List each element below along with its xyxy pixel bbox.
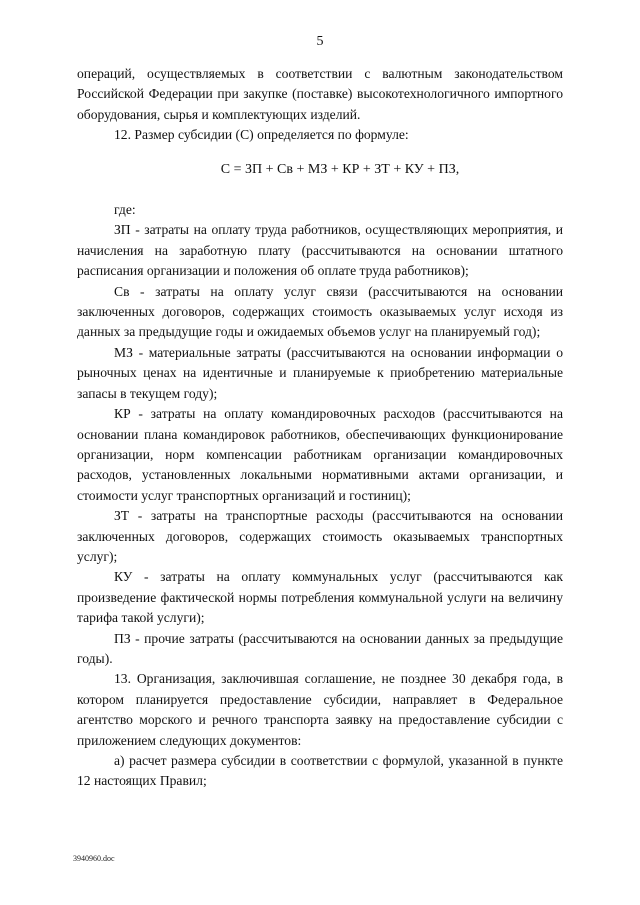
- where-label: где:: [114, 202, 136, 218]
- document-body: [77, 64, 563, 792]
- definition-ku: КУ - затраты на оплату коммунальных услуг (рассчитываются как произведение фактической нормы потребления коммунальной услуги на величину тарифа такой услуги);: [77, 569, 563, 626]
- definition-zt: ЗТ - затраты на транспортные расходы (рассчитываются на основании заключенных договоров, содержащих стоимость оказываемых транспортных услуг);: [77, 508, 563, 564]
- definition-sv: Св - затраты на оплату услуг связи (рассчитываются на основании заключенных договоров, содержащих стоимость оказываемых услуг исходя из данных за предыдущие годы и ожидаемых объемов услуг на планируемый год);: [77, 283, 563, 340]
- subsidy-formula: С = ЗП + Св + МЗ + КР + ЗТ + КУ + ПЗ,: [220, 161, 460, 177]
- paragraph-13: 13. Организация, заключившая соглашение, не позднее 30 декабря года, в котором планируется предоставление субсидии, направляет в Федеральное агентство морского и речного транспорта заявку на предоставление субсидии с приложением следующих документов:: [77, 671, 563, 748]
- definition-zp: ЗП - затраты на оплату труда работников, осуществляющих мероприятия, и начисления на заработную плату (рассчитываются на основании штатного расписания организации и положения об оплате труда работников);: [77, 222, 563, 279]
- paragraph-intro-continuation: операций, осуществляемых в соответствии с валютным законодательством Российской Федерации при закупке (поставке) высокотехнологичного импортного оборудования, сырья и комплектующих изделий.: [77, 66, 563, 122]
- definition-kr: КР - затраты на оплату командировочных расходов (рассчитываются на основании плана командировок работников, обеспечивающих функционирование организации, норм компенсации работникам организации командировочных расходов, установленных локальными нормативными актами организации, и стоимости услуг транспортных организаций и гостиниц);: [77, 406, 563, 503]
- document-file-code: 3940960.doc: [73, 854, 115, 863]
- page-number: 5: [316, 34, 324, 49]
- paragraph-13a: а) расчет размера субсидии в соответствии с формулой, указанной в пункте 12 настоящих Правил;: [77, 753, 563, 789]
- definition-mz: МЗ - материальные затраты (рассчитываются на основании информации о рыночных ценах на идентичные и планируемые к приобретению материальные запасы в текущем году);: [77, 344, 563, 401]
- paragraph-12: 12. Размер субсидии (С) определяется по формуле:: [114, 127, 409, 143]
- definition-pz: ПЗ - прочие затраты (рассчитываются на основании данных за предыдущие годы).: [77, 630, 563, 666]
